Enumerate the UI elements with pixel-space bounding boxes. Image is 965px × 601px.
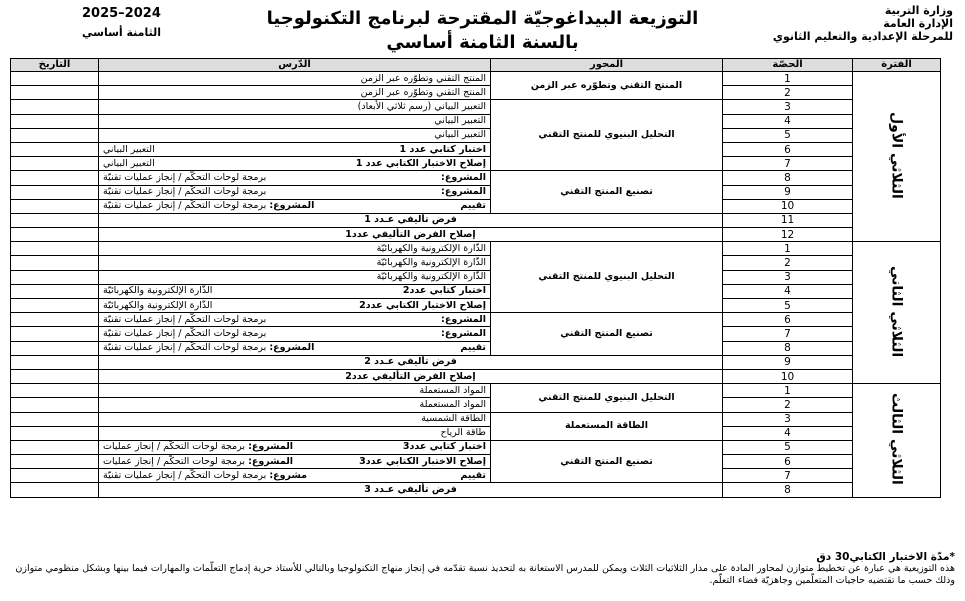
session-number: 4 — [723, 114, 853, 128]
axis-cell: تصنيع المنتج التقني — [491, 171, 723, 214]
lesson-cell — [99, 284, 491, 298]
table-row — [11, 313, 941, 327]
lesson-detail — [103, 285, 212, 297]
lesson-lead: المشروع: — [441, 186, 486, 198]
table-row — [11, 341, 941, 355]
session-number: 7 — [723, 327, 853, 341]
project-label: المشروع: — [269, 342, 315, 354]
table-row — [11, 355, 941, 369]
lesson-cell: التعبير البياني — [99, 128, 491, 142]
summative-test-cell: فرض تأليفي عـدد 3 — [99, 483, 723, 497]
table-row — [11, 171, 941, 185]
session-number: 7 — [723, 469, 853, 483]
table-row — [11, 483, 941, 497]
table-row — [11, 270, 941, 284]
table-row — [11, 199, 941, 213]
session-number: 4 — [723, 284, 853, 298]
lesson-cell: الطاقة الشمسية — [99, 412, 491, 426]
project-label: مشروع: — [269, 469, 308, 481]
date-cell[interactable] — [11, 412, 99, 426]
session-number: 2 — [723, 398, 853, 412]
lesson-cell: طاقة الرياح — [99, 426, 491, 440]
distribution-table — [10, 58, 941, 498]
lesson-cell — [99, 313, 491, 327]
lesson-cell — [99, 142, 491, 156]
lesson-title: التعبير البياني — [103, 157, 155, 169]
table-row — [11, 128, 941, 142]
date-cell[interactable] — [11, 128, 99, 142]
lesson-lead: اختبار كتابي عدد 1 — [399, 143, 486, 155]
lesson-title: برمجة لوحات التحكّم / إنجاز عمليات تقنيّة — [103, 171, 267, 183]
lesson-title: برمجة لوحات التحكّم / إنجاز عمليات تقنيّة — [103, 342, 267, 354]
table-row — [11, 426, 941, 440]
date-cell[interactable] — [11, 299, 99, 313]
lesson-title: برمجة لوحات التحكّم / إنجاز عمليات تقنيّة — [103, 186, 267, 198]
lesson-lead: تقييم — [460, 469, 486, 481]
session-number: 6 — [723, 313, 853, 327]
lesson-detail — [103, 342, 314, 354]
col-lesson: الدّرس — [99, 59, 491, 72]
date-cell[interactable] — [11, 142, 99, 156]
date-cell[interactable] — [11, 228, 99, 242]
footnote-text: هذه التوزيعية هي عبارة عن تخطيط متوازن لمحاور المادة على مدار الثلاثيات الثلاث ويمكن للمدرس الاستعانة به لتحديد نسبة تقدّمه في إنجاز منهاج التكنولوجيا وبالتالي للأستاذ حرية إدماج التعلّمات والمهارات فيما بينها وبشكل منظومي متوازن وذلك حسب ما تقتضيه حاجيات المتعلّمين وجاهزيّة فضاء التعلّم. — [15, 563, 955, 586]
table-row — [11, 369, 941, 383]
axis-cell: التحليل البنيوي للمنتج التقني — [491, 242, 723, 313]
lesson-cell — [99, 440, 491, 454]
session-number: 5 — [723, 299, 853, 313]
lesson-title: برمجة لوحات التحكّم / إنجاز عمليات — [103, 441, 246, 453]
table-row — [11, 100, 941, 114]
lesson-title: برمجة لوحات التحكّم / إنجاز عمليات تقنيّة — [103, 313, 267, 325]
lesson-title: الذّارة الإلكترونية والكهربائيّة — [103, 299, 213, 311]
date-cell[interactable] — [11, 157, 99, 171]
lesson-cell — [99, 199, 491, 213]
table-row — [11, 284, 941, 298]
session-number: 7 — [723, 157, 853, 171]
table-row — [11, 455, 941, 469]
date-cell[interactable] — [11, 355, 99, 369]
lesson-detail — [103, 300, 212, 312]
session-number: 2 — [723, 256, 853, 270]
page-subtitle: بالسنة الثامنة أساسي — [386, 32, 579, 53]
period-cell — [853, 72, 941, 242]
lesson-lead: اختبار كتابي عدد3 — [402, 441, 486, 453]
date-cell[interactable] — [11, 270, 99, 284]
date-cell[interactable] — [11, 398, 99, 412]
date-cell[interactable] — [11, 313, 99, 327]
lesson-cell — [99, 299, 491, 313]
lesson-cell: الذّارة الإلكترونية والكهربائيّة — [99, 242, 491, 256]
table-row — [11, 299, 941, 313]
date-cell[interactable] — [11, 185, 99, 199]
table-row — [11, 469, 941, 483]
lesson-cell: المواد المستعملة — [99, 384, 491, 398]
lesson-cell: الذّارة الإلكترونية والكهربائيّة — [99, 270, 491, 284]
table-row — [11, 242, 941, 256]
lesson-lead: المشروع: — [441, 171, 486, 183]
date-cell[interactable] — [11, 100, 99, 114]
date-cell[interactable] — [11, 455, 99, 469]
table-row — [11, 256, 941, 270]
lesson-lead: إصلاح الاختبار الكتابي عدد 1 — [355, 157, 486, 169]
period-label: الثلاثي الثالث — [888, 393, 905, 486]
date-cell[interactable] — [11, 384, 99, 398]
col-period: الفترة — [853, 59, 941, 72]
period-label: الثلاثي الثاني — [888, 266, 905, 358]
session-number: 6 — [723, 142, 853, 156]
table-row — [11, 86, 941, 100]
lesson-cell — [99, 327, 491, 341]
date-cell[interactable] — [11, 242, 99, 256]
axis-cell: المنتج التقني وتطوّره عبر الزمن — [491, 72, 723, 100]
date-cell[interactable] — [11, 199, 99, 213]
summative-test-cell: إصلاح الفرض التأليفي عدد2 — [99, 369, 723, 383]
date-cell[interactable] — [11, 469, 99, 483]
session-number: 1 — [723, 242, 853, 256]
table-row — [11, 327, 941, 341]
table-row — [11, 142, 941, 156]
lesson-cell: التعبير البياني — [99, 114, 491, 128]
session-number: 10 — [723, 369, 853, 383]
date-cell[interactable] — [11, 426, 99, 440]
table-row — [11, 72, 941, 86]
table-row — [11, 157, 941, 171]
lesson-detail — [103, 158, 155, 170]
table-row — [11, 213, 941, 227]
session-number: 3 — [723, 100, 853, 114]
lesson-lead: اختبار كتابي عدد2 — [402, 285, 486, 297]
project-label: المشروع: — [248, 441, 294, 453]
table-row — [11, 114, 941, 128]
lesson-title: برمجة لوحات التحكّم / إنجاز عمليات تقنيّة — [103, 469, 267, 481]
project-label: المشروع: — [248, 455, 294, 467]
period-label: الثلاثي الأول — [888, 112, 905, 200]
table-row — [11, 440, 941, 454]
lesson-cell — [99, 341, 491, 355]
col-date: التاريخ — [11, 59, 99, 72]
footnote — [0, 551, 955, 587]
lesson-lead: المشروع: — [441, 313, 486, 325]
lesson-cell: التعبير البياني (رسم ثلاثي الأبعاد) — [99, 100, 491, 114]
session-number: 1 — [723, 72, 853, 86]
session-number: 11 — [723, 213, 853, 227]
lesson-cell — [99, 455, 491, 469]
axis-cell: تصنيع المنتج التقني — [491, 440, 723, 483]
lesson-detail — [103, 470, 307, 482]
axis-cell: الطاقة المستعملة — [491, 412, 723, 440]
date-cell[interactable] — [11, 86, 99, 100]
session-number: 9 — [723, 355, 853, 369]
session-number: 5 — [723, 128, 853, 142]
axis-cell: تصنيع المنتج التقني — [491, 313, 723, 356]
lesson-detail — [103, 200, 314, 212]
date-cell[interactable] — [11, 341, 99, 355]
session-number: 8 — [723, 483, 853, 497]
lesson-detail — [103, 314, 266, 326]
session-number: 8 — [723, 341, 853, 355]
col-axis: المحور — [491, 59, 723, 72]
lesson-lead: تقييم — [460, 200, 486, 212]
lesson-cell: المنتج التقني وتطوّره عبر الزمن — [99, 86, 491, 100]
date-cell[interactable] — [11, 369, 99, 383]
period-cell — [853, 242, 941, 384]
date-cell[interactable] — [11, 171, 99, 185]
date-cell[interactable] — [11, 72, 99, 86]
ministry-line: للمرحلة الإعدادية والتعليم الثانوي — [772, 30, 953, 43]
session-number: 3 — [723, 412, 853, 426]
session-number: 9 — [723, 185, 853, 199]
session-number: 8 — [723, 171, 853, 185]
axis-cell: التحليل البنيوي للمنتج التقني — [491, 100, 723, 171]
date-cell[interactable] — [11, 114, 99, 128]
session-number: 3 — [723, 270, 853, 284]
session-number: 1 — [723, 384, 853, 398]
table-row — [11, 412, 941, 426]
lesson-lead: تقييم — [460, 342, 486, 354]
col-session: الحصّة — [723, 59, 853, 72]
school-year: 2025–2024 — [82, 6, 161, 21]
date-cell[interactable] — [11, 213, 99, 227]
date-cell[interactable] — [11, 440, 99, 454]
lesson-cell — [99, 171, 491, 185]
session-number: 5 — [723, 440, 853, 454]
table-row — [11, 384, 941, 398]
axis-cell: التحليل البنيوي للمنتج التقني — [491, 384, 723, 412]
ministry-line: الإدارة العامة — [883, 17, 953, 30]
lesson-detail — [103, 144, 155, 156]
table-row — [11, 228, 941, 242]
lesson-lead: إصلاح الاختبار الكتابي عدد3 — [359, 455, 486, 467]
summative-test-cell: فرض تأليفي عـدد 2 — [99, 355, 723, 369]
date-cell[interactable] — [11, 284, 99, 298]
lesson-detail — [103, 186, 266, 198]
summative-test-cell: فرض تأليفي عـدد 1 — [99, 213, 723, 227]
period-cell — [853, 384, 941, 498]
lesson-detail — [103, 441, 293, 453]
lesson-lead: المشروع: — [441, 327, 486, 339]
lesson-detail — [103, 328, 266, 340]
lesson-title: برمجة لوحات التحكّم / إنجاز عمليات تقنيّة — [103, 200, 267, 212]
session-number: 12 — [723, 228, 853, 242]
date-cell[interactable] — [11, 483, 99, 497]
ministry-block — [773, 4, 953, 43]
lesson-cell — [99, 469, 491, 483]
lesson-cell — [99, 157, 491, 171]
table-row — [11, 398, 941, 412]
ministry-line: وزارة التربية — [884, 4, 953, 17]
date-cell[interactable] — [11, 327, 99, 341]
session-number: 2 — [723, 86, 853, 100]
date-cell[interactable] — [11, 256, 99, 270]
session-number: 4 — [723, 426, 853, 440]
grade-level: الثامنة أساسي — [82, 26, 161, 39]
summative-test-cell: إصلاح الفرض التأليفي عدد1 — [99, 228, 723, 242]
session-number: 10 — [723, 199, 853, 213]
lesson-detail — [103, 456, 293, 468]
lesson-cell: المنتج التقني وتطوّره عبر الزمن — [99, 72, 491, 86]
lesson-detail — [103, 172, 266, 184]
table-header-row — [11, 59, 941, 72]
session-number: 6 — [723, 455, 853, 469]
project-label: المشروع: — [269, 200, 315, 212]
lesson-title: الذّارة الإلكترونية والكهربائيّة — [103, 285, 213, 297]
lesson-lead: إصلاح الاختبار الكتابي عدد2 — [359, 299, 486, 311]
page-title: التوزيعة البيداغوجيّة المقترحة لبرنامج التكنولوجيا — [266, 8, 699, 29]
lesson-title: برمجة لوحات التحكّم / إنجاز عمليات تقنيّة — [103, 327, 267, 339]
lesson-title: برمجة لوحات التحكّم / إنجاز عمليات — [103, 455, 246, 467]
lesson-cell — [99, 185, 491, 199]
lesson-cell: المواد المستعملة — [99, 398, 491, 412]
lesson-cell: الذّارة الإلكترونية والكهربائيّة — [99, 256, 491, 270]
lesson-title: التعبير البياني — [103, 143, 155, 155]
exam-duration-note: *مدّة الاختبار الكتابي30 دق — [816, 551, 955, 563]
table-row — [11, 185, 941, 199]
